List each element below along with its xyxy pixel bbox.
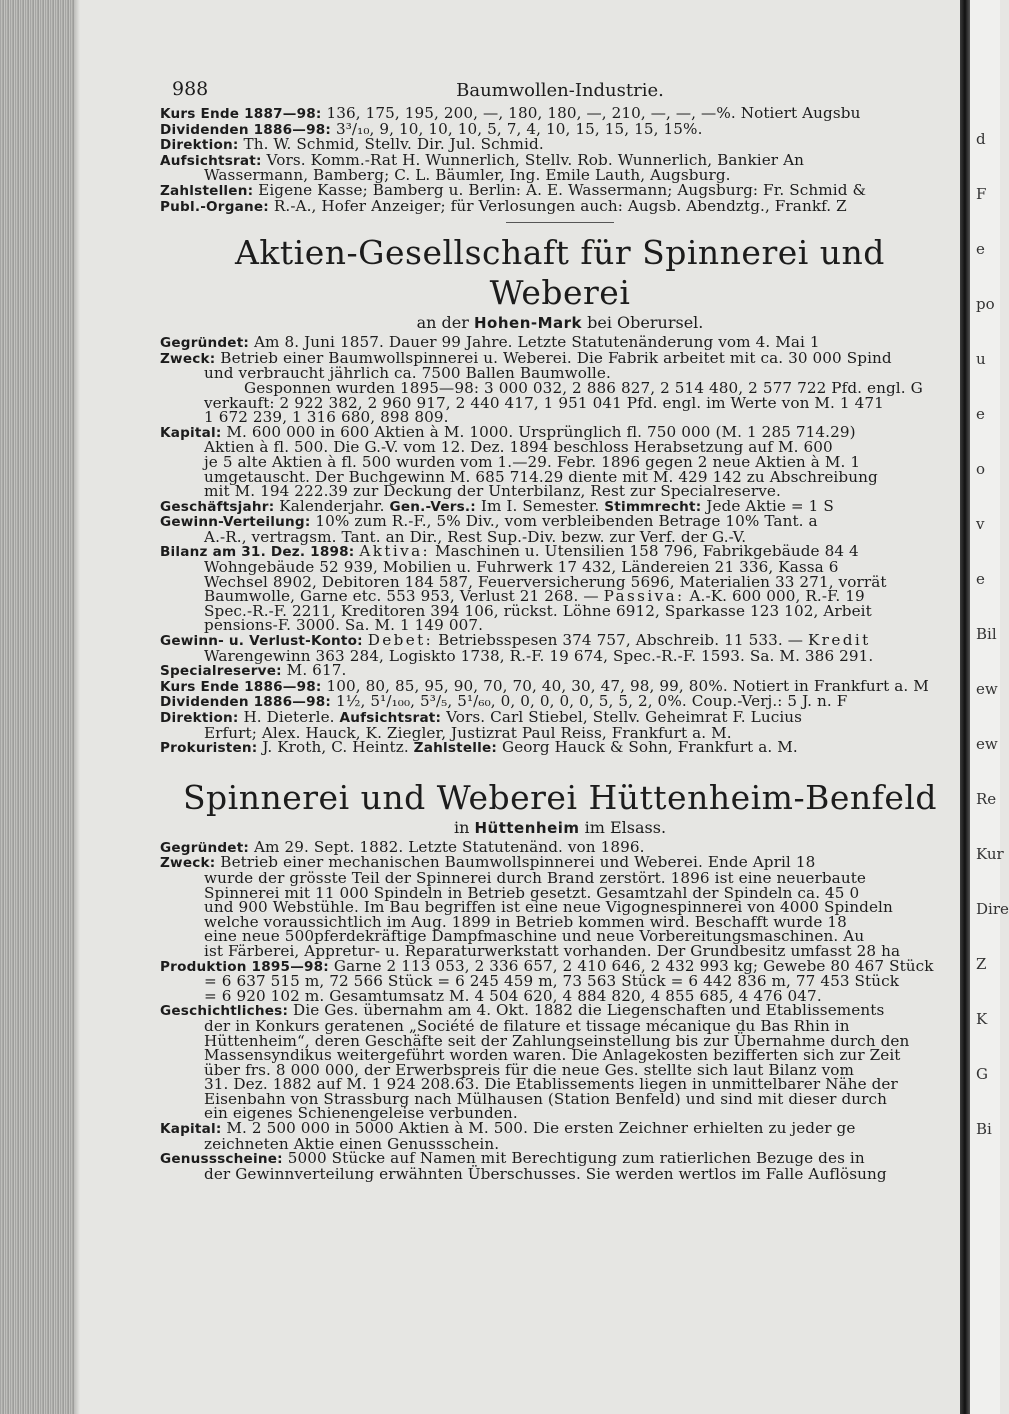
entry-text: welche voraussichtlich im Aug. 1899 in Betrieb kommen wird. Beschafft wurde 18: [204, 912, 847, 931]
entry-text: Spec.-R.-F. 2211, Kreditoren 394 106, rückst. Löhne 6912, Sparkasse 123 102, Arbeit: [204, 601, 872, 620]
entry-text: 3³/₁₀, 9, 10, 10, 10, 5, 7, 4, 10, 15, 15, 15, 15%.: [331, 119, 703, 138]
entry-text: Aktien à fl. 500. Die G.-V. vom 12. Dez. 1894 beschloss Herabsetzung auf M. 600: [204, 438, 833, 457]
entry-text: 136, 175, 195, 200, —, 180, 180, —, 210, —, —, —%. Notiert Augsbu: [321, 104, 861, 122]
entry-text: M. 2 500 000 in 5000 Aktien à M. 500. Die ersten Zeichner erhielten zu jeder ge: [221, 1119, 856, 1138]
entry-text: Eisenbahn von Strassburg nach Mülhausen (Station Benfeld) und sind mit dieser durch: [204, 1089, 888, 1108]
adjacent-page-fragment: e: [976, 240, 985, 258]
entry-section-label: Debet:: [367, 631, 434, 650]
entry-text: und 900 Webstühle. Im Bau begriffen ist eine neue Vigognespinnerei von 4000 Spindeln: [204, 898, 893, 917]
entry-text: Erfurt; Alex. Hauck, K. Ziegler, Justizrat Paul Reiss, Frankfurt a. M.: [204, 723, 732, 742]
entry-text: M. 617.: [281, 661, 347, 680]
entry-label: Dividenden 1886—98:: [160, 121, 332, 138]
entry-label: Direktion:: [160, 137, 239, 154]
entry-text: 31. Dez. 1882 auf M. 1 924 208.63. Die Etablissements liegen in unmittelbarer Nähe der: [204, 1075, 898, 1094]
entry-text: 10% zum R.-F., 5% Div., vom verbleibenden Betrage 10% Tant. a: [310, 512, 818, 531]
entry-text: Wassermann, Bamberg; C. L. Bäumler, Ing. Emile Lauth, Augsburg.: [204, 166, 731, 185]
entry-text: 5000 Stücke auf Namen mit Berechtigung zum ratierlichen Bezuge des in: [282, 1149, 865, 1168]
adjacent-page-fragment: u: [976, 350, 986, 368]
previous-company-entries: [160, 106, 960, 214]
adjacent-page-fragment: d: [976, 130, 986, 148]
text-line: [160, 646, 960, 665]
subtitle-suffix: bei Oberursel.: [582, 313, 704, 333]
entry-label: Dividenden 1886—98:: [160, 694, 332, 711]
adjacent-page-fragment: Dire: [976, 900, 1009, 918]
entry-text: und verbraucht jährlich ca. 7500 Ballen Baumwolle.: [204, 364, 611, 383]
section-gap: [160, 756, 960, 776]
adjacent-page-fragment: ew: [976, 735, 998, 753]
entry-section-label: Passiva:: [603, 587, 685, 606]
subtitle-suffix: im Elsass.: [579, 817, 667, 837]
entry-text: Maschinen u. Utensilien 158 796, Fabrikgebäude 84 4: [430, 542, 859, 561]
entry-text: Vors. Carl Stiebel, Stellv. Geheimrat F. Lucius: [441, 708, 803, 726]
entry-text: umgetauscht. Der Buchgewinn M. 685 714.29 diente mit M. 429 142 zu Abschreibung: [204, 467, 878, 486]
entry-text: eine neue 500pferdekräftige Dampfmaschine und neue Vorbereitungsmaschinen. Au: [204, 927, 865, 946]
subtitle-place: Hohen-Mark: [474, 314, 583, 333]
entry-text: 1 672 239, 1 316 680, 898 809.: [204, 408, 449, 427]
entry-label: Gegründet:: [160, 335, 250, 352]
entry-text: Kalenderjahr.: [274, 496, 390, 515]
entry-label: Prokuristen:: [160, 740, 258, 757]
entry-text: je 5 alte Aktien à fl. 500 wurden vom 1.—29. Febr. 1896 gegen 2 neue Aktien à M. 1: [204, 452, 861, 471]
entry-text: Georg Hauck & Sohn, Frankfurt a. M.: [497, 738, 798, 757]
entry-text: J. Kroth, C. Heintz.: [257, 738, 414, 757]
adjacent-page-fragment: po: [976, 295, 995, 313]
entry-text: Hüttenheim“, deren Geschäfte seit der Zahlungseinstellung bis zur Übernahme durch den: [204, 1031, 910, 1050]
company-entry-huettenheim: [160, 837, 960, 1183]
entry-label: Geschäftsjahr:: [160, 498, 275, 515]
entry-text: Betrieb einer mechanischen Baumwollspinnerei und Weberei. Ende April 18: [215, 853, 816, 872]
adjacent-page-fragment: v: [976, 515, 985, 533]
entry-text: verkauft: 2 922 382, 2 960 917, 2 440 417, 1 951 041 Pfd. engl. im Werte von M. 1 471: [204, 393, 884, 412]
adjacent-page-fragment: K: [976, 1010, 988, 1028]
entry-label: Gewinn- u. Verlust-Konto:: [160, 633, 363, 650]
document-page: [160, 74, 960, 1404]
entry-text: Am 29. Sept. 1882. Letzte Statutenänd. von 1896.: [249, 837, 645, 856]
adjacent-page-fragment: G: [976, 1065, 988, 1083]
entry-label: Kurs Ende 1887—98:: [160, 106, 322, 122]
entry-text: Die Ges. übernahm am 4. Okt. 1882 die Liegenschaften und Etablissements: [288, 1001, 885, 1020]
entry-text: über frs. 8 000 000, der Erwerbspreis für die neue Ges. stellte sich laut Bilanz vom: [204, 1060, 855, 1079]
text-line: [160, 196, 960, 215]
entry-text: Vors. Komm.-Rat H. Wunnerlich, Stellv. Rob. Wunnerlich, Bankier An: [261, 150, 805, 169]
entry-text: Eigene Kasse; Bamberg u. Berlin: A. E. Wassermann; Augsburg: Fr. Schmid &: [253, 180, 867, 199]
entry-text: der in Konkurs geratenen „Société de filature et tissage mécanique du Bas Rhin in: [204, 1016, 850, 1035]
entry-text: Betriebsspesen 374 757, Abschreib. 11 533. —: [433, 631, 808, 650]
entry-text: mit M. 194 222.39 zur Deckung der Unterbilanz, Rest zur Specialreserve.: [204, 482, 781, 501]
entry-text: Im I. Semester.: [475, 496, 605, 515]
page-header: [160, 74, 960, 106]
entry-label: Aufsichtsrat:: [160, 152, 262, 169]
subtitle-prefix: in: [453, 817, 475, 837]
book-page-edges: [0, 0, 80, 1414]
adjacent-page-fragment: F: [976, 185, 987, 203]
entry-label: Aufsichtsrat:: [339, 710, 442, 726]
entry-label: Zahlstellen:: [160, 182, 254, 199]
entry-text: pensions-F. 3000. Sa. M. 1 149 007.: [204, 616, 484, 635]
adjacent-page-fragment: Bi: [976, 1120, 992, 1138]
adjacent-page-fragment: e: [976, 570, 985, 588]
entry-text: R.-A., Hofer Anzeiger; für Verlosungen auch: Augsb. Abendztg., Frankf. Z: [268, 196, 847, 215]
entry-label: Geschichtliches:: [160, 1003, 289, 1020]
adjacent-page-fragment: Re: [976, 790, 997, 808]
entry-text: H. Dieterle.: [238, 708, 340, 726]
entry-text: ein eigenes Schienengeleise verbunden.: [204, 1104, 518, 1123]
entry-text: M. 600 000 in 600 Aktien à M. 1000. Ursprünglich fl. 750 000 (M. 1 285 714.29): [221, 422, 856, 441]
entry-label: Stimmrecht:: [604, 498, 702, 515]
adjacent-page-fragment: Bil: [976, 625, 997, 643]
adjacent-page-fragment: Kur: [976, 845, 1004, 863]
book-gutter-shadow: [960, 0, 970, 1414]
entry-label: Produktion 1895—98:: [160, 958, 329, 975]
subtitle-prefix: an der: [416, 313, 474, 333]
entry-text: Spinnerei mit 11 000 Spindeln in Betrieb gesetzt. Gesamtzahl der Spindeln ca. 45 0: [204, 883, 860, 902]
adjacent-page-fragment: Z: [976, 955, 987, 973]
entry-label: Bilanz am 31. Dez. 1898:: [160, 544, 355, 561]
entry-text: 100, 80, 85, 95, 90, 70, 70, 40, 30, 47, 98, 99, 80%. Notiert in Frankfurt a. M: [321, 676, 929, 695]
entry-text: der Gewinnverteilung erwähnten Überschusses. Sie werden wertlos im Falle Auflösung: [204, 1164, 887, 1183]
entry-label: Direktion:: [160, 710, 239, 726]
entry-text: Am 8. Juni 1857. Dauer 99 Jahre. Letzte Statutenänderung vom 4. Mai 1: [249, 333, 820, 352]
text-line: [160, 740, 960, 756]
entry-text: ist Färberei, Appretur- u. Reparaturwerkstatt vorhanden. Der Grundbesitz umfasst 28 ha: [204, 941, 901, 960]
entry-text: A.-R., vertragsm. Tant. an Dir., Rest Sup.-Div. bezw. zur Verf. der G.-V.: [204, 527, 747, 546]
company-entry-hohen-mark: [160, 335, 960, 756]
entry-text: Massensyndikus weitergeführt worden waren. Die Anlagekosten bezifferten sich zur Zeit: [204, 1046, 901, 1065]
entry-text: A.-K. 600 000, R.-F. 19: [684, 587, 865, 606]
entry-text: Betrieb einer Baumwollspinnerei u. Weberei. Die Fabrik arbeitet mit ca. 30 000 Spind: [215, 348, 892, 367]
entry-text: Th. W. Schmid, Stellv. Dir. Jul. Schmid.: [238, 135, 544, 154]
adjacent-page-fragment: e: [976, 405, 985, 423]
entry-label: Zweck:: [160, 350, 216, 367]
adjacent-page-strip: [970, 0, 1009, 1414]
entry-label: Kapital:: [160, 1121, 222, 1138]
page-number: 988: [172, 78, 209, 100]
entry-text: 1½, 5¹/₁₀₀, 5³/₅, 5¹/₆₀, 0, 0, 0, 0, 0, 5, 5, 2, 0%. Coup.-Verj.: 5 J. n. F: [331, 692, 848, 711]
entry-text: Wohngebäude 52 939, Mobilien u. Fuhrwerk 17 432, Ländereien 21 336, Kassa 6: [204, 558, 839, 577]
entry-label: Zahlstelle:: [413, 740, 498, 757]
entry-text: = 6 637 515 m, 72 566 Stück = 6 245 459 m, 73 563 Stück = 6 442 836 m, 77 453 Stück: [204, 972, 900, 991]
entry-label: Specialreserve:: [160, 663, 282, 680]
adjacent-page-fragment: ew: [976, 680, 998, 698]
entry-label: Gen.-Vers.:: [389, 498, 476, 515]
entry-text: = 6 920 102 m. Gesamtumsatz M. 4 504 620, 4 884 820, 4 855 685, 4 476 047.: [204, 986, 822, 1005]
entry-label: Gewinn-Verteilung:: [160, 514, 311, 531]
adjacent-page-fragment: o: [976, 460, 986, 478]
entry-text: Garne 2 113 053, 2 336 657, 2 410 646, 2 432 993 kg; Gewebe 80 467 Stück: [328, 956, 934, 975]
company-subtitle-hohen-mark: [160, 313, 960, 333]
running-title: Baumwollen-Industrie.: [456, 80, 664, 101]
entry-label: Kapital:: [160, 424, 222, 441]
entry-text: wurde der grösste Teil der Spinnerei durch Brand zerstört. 1896 ist eine neuerbaute: [204, 868, 866, 887]
entry-section-label: Aktiva:: [359, 542, 431, 561]
company-title-huettenheim: Spinnerei und Weberei Hüttenheim-Benfeld: [182, 777, 938, 817]
company-title-hohen-mark: Aktien-Gesellschaft für Spinnerei und Weberei: [235, 233, 885, 313]
entry-label: Genussscheine:: [160, 1151, 283, 1168]
entry-text: Jede Aktie = 1 S: [701, 496, 834, 515]
subtitle-place: Hüttenheim: [474, 818, 580, 837]
entry-label: Publ.-Organe:: [160, 198, 269, 215]
entry-text: Gesponnen wurden 1895—98: 3 000 032, 2 886 827, 2 514 480, 2 577 722 Pfd. engl. G: [244, 378, 923, 397]
entry-text: zeichneten Aktie einen Genussschein.: [204, 1134, 500, 1153]
entry-text: Warengewinn 363 284, Logiskto 1738, R.-F. 19 674, Spec.-R.-F. 1593. Sa. M. 386 291.: [204, 646, 874, 665]
entry-text: Baumwolle, Garne etc. 553 953, Verlust 21 268. —: [204, 587, 604, 606]
text-line: [160, 1164, 960, 1183]
entry-label: Zweck:: [160, 855, 216, 872]
entry-label: Gegründet:: [160, 839, 250, 856]
entry-section-label: Kredit: [807, 631, 871, 650]
entry-text: Wechsel 8902, Debitoren 184 587, Feuerversicherung 5696, Materialien 33 271, vorrät: [204, 572, 887, 591]
company-subtitle-huettenheim: [160, 818, 960, 838]
separator-rule: [506, 222, 614, 223]
entry-label: Kurs Ende 1886—98:: [160, 678, 322, 695]
